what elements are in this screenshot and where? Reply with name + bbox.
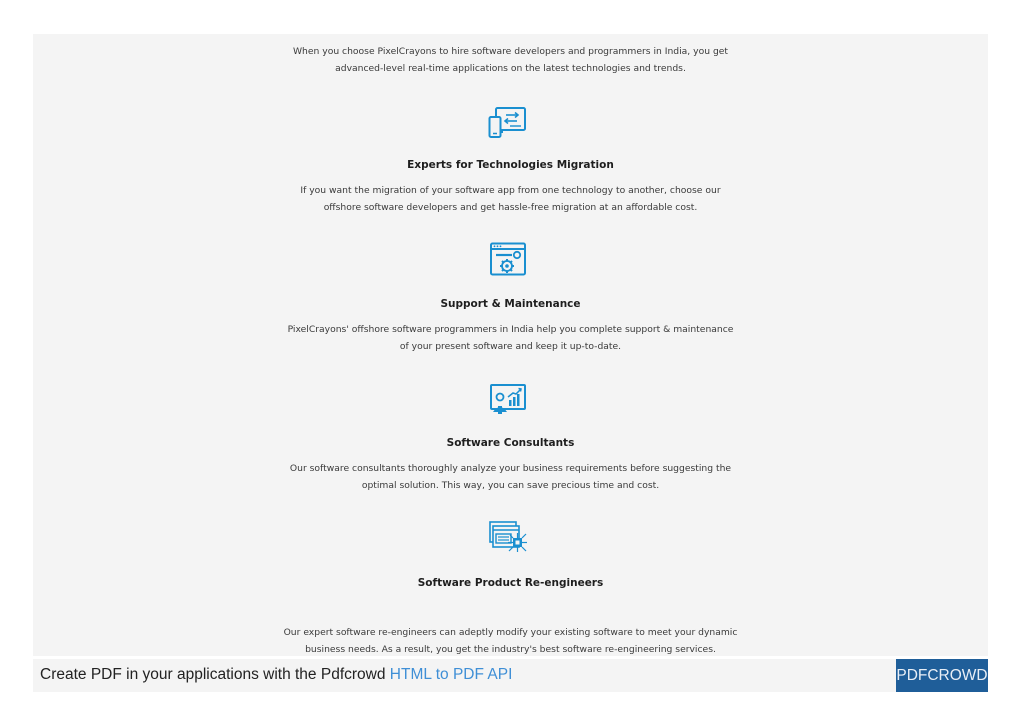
section-title-consultants: Software Consultants	[446, 437, 575, 449]
footer-message: Create PDF in your applications with the Pdfcrowd	[40, 666, 386, 683]
section-title-reengineers: Software Product Re-engineers	[417, 577, 604, 589]
intro-line-2: advanced-level real-time applications on the latest technologies and trends.	[335, 63, 686, 74]
section-text-consultants	[33, 460, 988, 494]
section-text-line-1: Our expert software re-engineers can adeptly modify your existing software to meet your dynamic	[283, 627, 738, 638]
html-to-pdf-api-link[interactable]: HTML to PDF API	[389, 666, 513, 683]
footer-text	[40, 666, 512, 684]
section-title-migration: Experts for Technologies Migration	[407, 159, 614, 171]
content-panel	[33, 34, 988, 656]
intro-paragraph	[33, 43, 988, 77]
section-text-line-2: business needs. As a result, you get the industry's best software re-engineering services.	[305, 644, 716, 655]
section-text-line-2: offshore software developers and get hassle-free migration at an affordable cost.	[323, 202, 698, 213]
section-text-line-2: of your present software and keep it up-to-date.	[399, 341, 622, 352]
section-text-line-2: optimal solution. This way, you can save precious time and cost.	[361, 480, 660, 491]
section-text-support	[33, 321, 988, 355]
section-text-line-1: Our software consultants thoroughly analyze your business requirements before suggesting the	[289, 463, 732, 474]
pdfcrowd-button[interactable]: PDFCROWD	[896, 659, 988, 692]
pdfcrowd-footer	[33, 659, 988, 692]
section-text-reengineers	[33, 624, 988, 658]
section-title-support: Support & Maintenance	[440, 298, 581, 310]
windows-chip-icon	[488, 521, 528, 555]
section-text-line-1: If you want the migration of your software app from one technology to another, choose our	[300, 185, 721, 196]
presentation-chart-icon	[488, 382, 528, 416]
browser-gear-icon	[488, 242, 528, 276]
device-migration-icon	[488, 106, 528, 140]
intro-line-1: When you choose PixelCrayons to hire software developers and programmers in India, you get	[292, 46, 729, 57]
section-text-line-1: PixelCrayons' offshore software programmers in India help you complete support & maintenance	[287, 324, 734, 335]
section-text-migration	[33, 182, 988, 216]
